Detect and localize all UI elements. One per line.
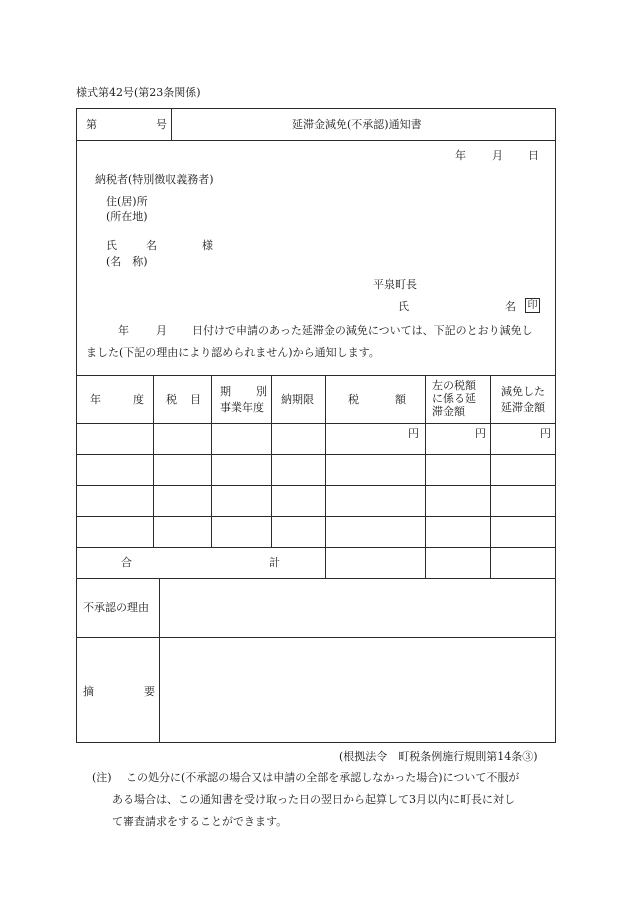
column-line-4 bbox=[325, 375, 326, 578]
header-late-fee-2: に係る延 bbox=[432, 392, 476, 405]
table-total-bottom-line bbox=[76, 578, 556, 579]
number-suffix: 号 bbox=[156, 118, 167, 131]
location-label: (所在地) bbox=[106, 210, 148, 223]
reason-label: 不承認の理由 bbox=[83, 601, 149, 614]
column-line-2 bbox=[211, 375, 212, 547]
remarks-label-b: 要 bbox=[144, 685, 155, 698]
table-row-line-2 bbox=[76, 485, 556, 486]
number-prefix: 第 bbox=[86, 118, 97, 131]
issuer-name-prefix: 氏 bbox=[398, 300, 409, 313]
issuer-title: 平泉町長 bbox=[373, 278, 417, 291]
table-row-line-3 bbox=[76, 516, 556, 517]
official-seal: 印 bbox=[525, 298, 540, 313]
legal-basis: (根拠法令 町税条例施行規則第14条③) bbox=[339, 750, 538, 763]
honorific: 様 bbox=[202, 239, 213, 252]
note-line-2: ある場合は、この通知書を受け取った日の翌日から起算して3月以内に町長に対し bbox=[112, 793, 515, 806]
table-header-bottom-line bbox=[76, 423, 556, 424]
date-month: 月 bbox=[492, 149, 503, 162]
header-due-date: 納期限 bbox=[281, 393, 314, 406]
header-tax-item-b: 目 bbox=[190, 393, 201, 406]
header-period-b: 別 bbox=[256, 385, 267, 398]
header-late-fee-1: 左の税額 bbox=[432, 379, 476, 392]
body-line-1: 日付けで申請のあった延滞金の減免については、下記のとおり減免し bbox=[192, 324, 533, 337]
column-line-6 bbox=[490, 375, 491, 578]
body-month: 月 bbox=[156, 324, 167, 337]
column-line-5 bbox=[425, 375, 426, 578]
issuer-name-suffix: 名 bbox=[505, 300, 516, 313]
table-row-line-4 bbox=[76, 547, 556, 548]
header-divider bbox=[171, 108, 172, 140]
table-top-line bbox=[76, 375, 556, 376]
name-label-second: 名 bbox=[146, 239, 157, 252]
date-year: 年 bbox=[455, 149, 466, 162]
header-reduced-1: 減免した bbox=[501, 385, 545, 398]
column-line-1 bbox=[153, 375, 154, 547]
name-label-first: 氏 bbox=[106, 239, 117, 252]
remarks-label-a: 摘 bbox=[83, 685, 94, 698]
address-label: 住(居)所 bbox=[106, 195, 148, 208]
header-tax-amount-a: 税 bbox=[348, 393, 359, 406]
label-column-line bbox=[159, 578, 160, 743]
reason-bottom-line bbox=[76, 637, 556, 638]
header-year-a: 年 bbox=[90, 393, 101, 406]
body-line-2: ました(下記の理由により認められません)から通知します。 bbox=[86, 346, 380, 359]
form-frame bbox=[76, 108, 556, 743]
form-number: 様式第42号(第23条関係) bbox=[76, 86, 201, 99]
header-tax-item-a: 税 bbox=[166, 393, 177, 406]
unit-tax-amount: 円 bbox=[408, 427, 419, 440]
unit-late-fee: 円 bbox=[475, 427, 486, 440]
header-bottom-line bbox=[76, 140, 556, 141]
note-label: (注) bbox=[92, 771, 112, 784]
header-late-fee-3: 滞金額 bbox=[432, 405, 465, 418]
body-year: 年 bbox=[118, 324, 129, 337]
header-reduced-2: 延滞金額 bbox=[501, 401, 545, 414]
entity-name-label: (名 称) bbox=[106, 255, 148, 268]
total-label-b: 計 bbox=[269, 556, 280, 569]
document-title: 延滞金減免(不承認)通知書 bbox=[292, 118, 422, 131]
column-line-3 bbox=[271, 375, 272, 547]
header-year-b: 度 bbox=[133, 393, 144, 406]
header-tax-amount-b: 額 bbox=[395, 393, 406, 406]
date-day: 日 bbox=[528, 149, 539, 162]
table-row-line-1 bbox=[76, 454, 556, 455]
total-label-a: 合 bbox=[121, 556, 132, 569]
unit-reduced: 円 bbox=[540, 427, 551, 440]
note-line-1: この処分に(不承認の場合又は申請の全部を承認しなかった場合)について不服が bbox=[126, 771, 520, 784]
taxpayer-label: 納税者(特別徴収義務者) bbox=[95, 173, 214, 186]
note-line-3: て審査請求をすることができます。 bbox=[112, 815, 288, 828]
header-fiscal-year: 事業年度 bbox=[220, 401, 264, 414]
header-period-a: 期 bbox=[220, 385, 231, 398]
